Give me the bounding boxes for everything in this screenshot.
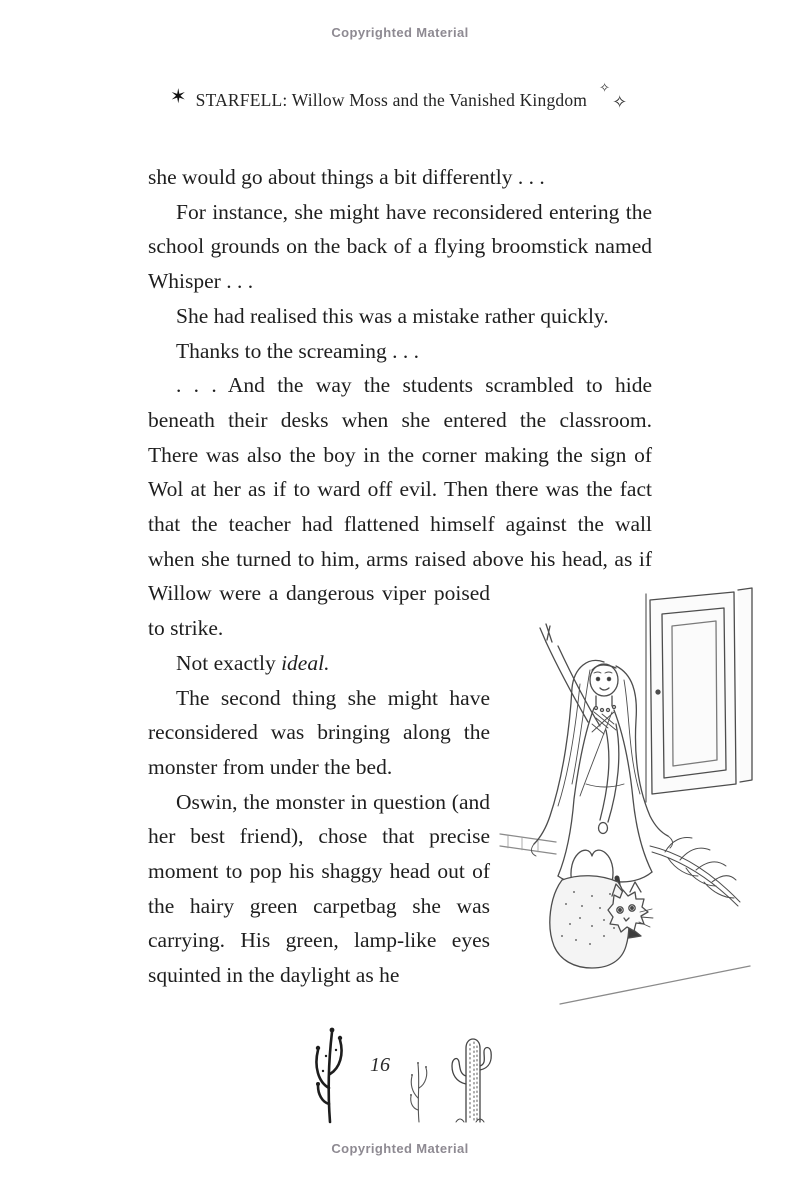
oswin-monster [608, 882, 653, 932]
dark-cactus-twig-icon [306, 1016, 352, 1127]
copyright-notice-top: Copyrighted Material [331, 25, 469, 40]
paragraph: Oswin, the monster in question (and her best friend), chose that precise moment to pop his shaggy head out of the hairy green carpetbag she was carrying. His green, lamp-like eyes squinted in the daylight as he [148, 789, 490, 988]
paragraph: she would go about things a bit differently . . . [148, 165, 545, 189]
page-number: 16 [370, 1053, 390, 1076]
feather-broom [650, 838, 740, 906]
twig-icon [402, 1058, 436, 1127]
copyright-notice-bottom: Copyrighted Material [331, 1141, 469, 1156]
page-text [148, 160, 652, 993]
paragraph-text: head, as if Willow were a dangerous viper poised to strike. [148, 546, 652, 641]
paragraph [148, 368, 652, 646]
paragraph-text: . . . And the way the students scrambled to hide beneath their desks when she entered the classroom. There was also the boy in the corner making the sign of Wol at her as if to ward off evil. Then there was the fact that the teacher had flattened himself against the wall when she turned to him, arms raised above his [148, 373, 652, 571]
book-title: STARFELL: Willow Moss and the Vanished Kingdom [195, 90, 588, 110]
italic-word: ideal. [281, 650, 330, 675]
paragraph: Thanks to the screaming . . . [176, 338, 420, 363]
paragraph: She had realised this was a mistake rather quickly. [176, 303, 609, 328]
star-icon: ✶ [169, 86, 187, 108]
paragraph: The second thing she might have reconsidered was bringing along the monster from under the bed. [148, 685, 490, 779]
paragraph-text: Not exactly [176, 650, 282, 675]
cactus-icon [446, 1022, 494, 1127]
sparkle-icons [596, 80, 630, 118]
sparkle-small-icon: ✧ [599, 80, 611, 95]
illustration-willow-and-oswin [502, 584, 652, 1012]
running-header [0, 80, 800, 118]
paragraph: For instance, she might have reconsidered entering the school grounds on the back of a flying broomstick named Whisper . . . [148, 199, 652, 294]
sparkle-large-icon: ✧ [612, 92, 628, 112]
page-footer [0, 1017, 800, 1127]
